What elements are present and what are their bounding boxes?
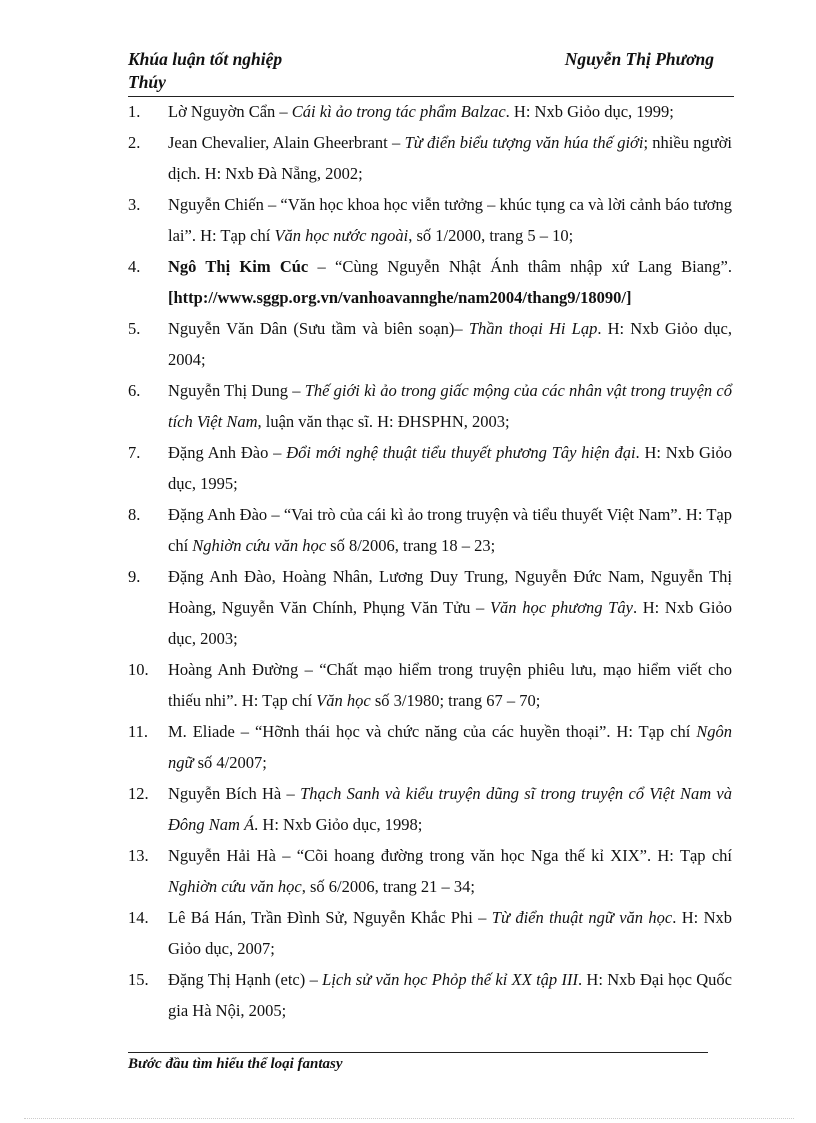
reference-item <box>128 313 732 375</box>
page-header <box>128 48 734 97</box>
reference-title: Từ điển biểu tượng văn húa thế giới <box>404 133 644 152</box>
reference-text: . H: Nxb Giỏo dục, 2003; <box>168 598 732 648</box>
reference-text: Jean Chevalier, Alain Gheerbrant – <box>168 133 405 152</box>
reference-item <box>128 561 732 654</box>
reference-text: Nguyễn Hải Hà – “Cõi hoang đường trong văn học Nga thế kỉ XIX”. H: Tạp chí <box>168 846 732 865</box>
reference-text: , luận văn thạc sĩ. H: ĐHSPHN, 2003; <box>257 412 510 431</box>
reference-list <box>128 96 732 1026</box>
reference-text: ; nhiều người dịch. H: Nxb Đà Nẵng, 2002; <box>168 133 733 183</box>
reference-text: Hoàng Anh Đường – “Chất mạo hiểm trong truyện phiêu lưu, mạo hiểm viết cho thiếu nhi”. H: Tạp chí <box>168 660 732 710</box>
reference-item <box>128 902 732 964</box>
reference-title: Nghiờn cứu văn học <box>192 536 327 555</box>
reference-text: [http://www.sggp.org.vn/vanhoavannghe/nam2004/thang9/18090/] <box>168 288 632 307</box>
reference-title: Từ điển thuật ngữ văn học <box>491 908 673 927</box>
reference-number: 14. <box>128 908 149 927</box>
reference-text: , số 6/2006, trang 21 – 34; <box>301 877 475 896</box>
reference-title: Văn học nước ngoài <box>274 226 409 245</box>
reference-number: 9. <box>128 567 141 586</box>
reference-text: Ngô Thị Kim Cúc <box>168 257 309 276</box>
reference-text: số 3/1980; trang 67 – 70; <box>370 691 541 710</box>
reference-title: Thần thoại Hi Lạp <box>468 319 598 338</box>
footer-divider <box>128 1052 708 1053</box>
reference-text: Nguyễn Thị Dung – <box>168 381 305 400</box>
reference-number: 15. <box>128 970 149 989</box>
reference-title: Cái kì ảo trong tác phẩm Balzac <box>291 102 506 121</box>
reference-item <box>128 499 732 561</box>
header-author-name-cont: Thúy <box>128 72 166 92</box>
reference-text: , số 1/2000, trang 5 – 10; <box>408 226 574 245</box>
reference-title: Thạch Sanh và kiểu truyện dũng sĩ trong truyện cổ Việt Nam và Đông Nam Á <box>168 784 732 834</box>
reference-item <box>128 716 732 778</box>
reference-number: 6. <box>128 381 141 400</box>
reference-text: – “Cùng Nguyễn Nhật Ánh thâm nhập xứ Lang Biang”. <box>308 257 732 276</box>
reference-number: 5. <box>128 319 141 338</box>
reference-item <box>128 437 732 499</box>
reference-number: 7. <box>128 443 141 462</box>
reference-text: Đặng Anh Đào – “Vai trò của cái kì ảo trong truyện và tiểu thuyết Việt Nam”. H: Tạp chí <box>168 505 732 555</box>
reference-title: Văn học phương Tây <box>489 598 633 617</box>
reference-title: Văn học <box>316 691 371 710</box>
reference-item <box>128 964 732 1026</box>
reference-item <box>128 251 732 313</box>
reference-title: Lịch sử văn học Phỏp thế kỉ XX tập III <box>322 970 578 989</box>
reference-text: Lê Bá Hán, Trần Đình Sử, Nguyễn Khắc Phi – <box>168 908 492 927</box>
reference-text: . H: Nxb Đại học Quốc gia Hà Nội, 2005; <box>168 970 732 1020</box>
reference-text: số 8/2006, trang 18 – 23; <box>326 536 496 555</box>
page-footer: Bước đầu tìm hiểu thể loại fantasy <box>128 1056 343 1072</box>
reference-item <box>128 127 732 189</box>
header-author-name: Nguyễn Thị Phương <box>564 49 714 69</box>
reference-number: 13. <box>128 846 149 865</box>
reference-title: Đổi mới nghệ thuật tiểu thuyết phương Tây hiện đại <box>286 443 636 462</box>
reference-number: 11. <box>128 722 149 741</box>
reference-text: Nguyễn Chiến – “Văn học khoa học viễn tưởng – khúc tụng ca và lời cảnh báo tương lai”. H: Tạp chí <box>168 195 732 245</box>
reference-title: Nghiờn cứu văn học <box>168 877 302 896</box>
reference-text: Đặng Anh Đào, Hoàng Nhân, Lương Duy Trung, Nguyễn Đức Nam, Nguyễn Thị Hoàng, Nguyễn Văn Chính, Phụng Văn Tửu – <box>168 567 732 617</box>
reference-number: 4. <box>128 257 141 276</box>
page-edge-divider <box>24 1118 794 1119</box>
reference-text: số 4/2007; <box>193 753 267 772</box>
reference-item <box>128 96 732 127</box>
reference-text: . H: Nxb Giỏo dục, 2007; <box>168 908 732 958</box>
reference-text: Nguyễn Bích Hà – <box>168 784 301 803</box>
reference-item <box>128 778 732 840</box>
reference-text: Đặng Thị Hạnh (etc) – <box>168 970 323 989</box>
header-thesis-label: Khúa luận tốt nghiệp <box>128 49 283 69</box>
reference-text: . H: Nxb Giỏo dục, 1999; <box>505 102 674 121</box>
reference-number: 10. <box>128 660 149 679</box>
reference-number: 12. <box>128 784 149 803</box>
reference-title: Thế giới kì ảo trong giấc mộng của các nhân vật trong truyện cổ tích Việt Nam <box>168 381 732 431</box>
reference-item <box>128 189 732 251</box>
reference-number: 8. <box>128 505 141 524</box>
reference-text: . H: Nxb Giỏo dục, 1995; <box>168 443 732 493</box>
reference-item <box>128 840 732 902</box>
reference-number: 3. <box>128 195 141 214</box>
reference-text: . H: Nxb Giỏo dục, 2004; <box>168 319 732 369</box>
reference-number: 1. <box>128 102 141 121</box>
reference-text: M. Eliade – “Hỡnh thái học và chức năng của các huyền thoại”. H: Tạp chí <box>168 722 697 741</box>
reference-text: Đặng Anh Đào – <box>168 443 287 462</box>
reference-text: . H: Nxb Giỏo dục, 1998; <box>254 815 423 834</box>
reference-number: 2. <box>128 133 141 152</box>
reference-text: Lờ Nguyờn Cẩn – <box>168 102 292 121</box>
reference-title: Ngôn ngữ <box>168 722 732 772</box>
reference-item <box>128 375 732 437</box>
reference-text: Nguyễn Văn Dân (Sưu tầm và biên soạn)– <box>168 319 469 338</box>
reference-item <box>128 654 732 716</box>
